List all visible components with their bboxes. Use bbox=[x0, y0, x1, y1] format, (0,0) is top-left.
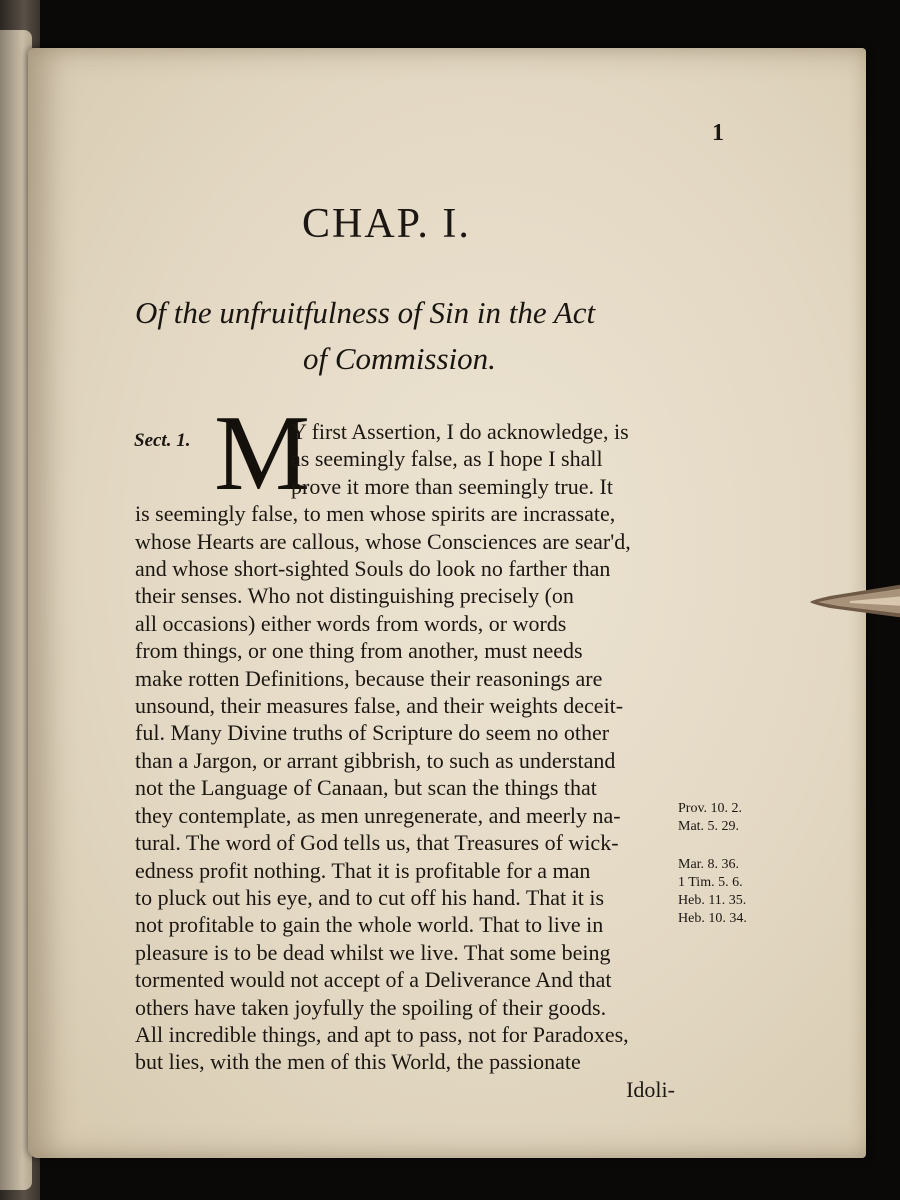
chapter-heading: CHAP. I. bbox=[302, 201, 471, 247]
text-line: their senses. Who not distinguishing precisely (on bbox=[135, 583, 574, 609]
pen-nib-icon bbox=[810, 578, 900, 622]
text-line: all occasions) either words from words, or words bbox=[135, 610, 567, 636]
text-line: prove it more than seemingly true. It bbox=[291, 473, 613, 499]
chapter-subtitle bbox=[135, 290, 695, 382]
margin-note: Heb. 11. 35. bbox=[678, 893, 747, 908]
text-line: from things, or one thing from another, must needs bbox=[135, 638, 583, 664]
text-line: than a Jargon, or arrant gibbrish, to such as understand bbox=[135, 747, 616, 773]
text-line: pleasure is to be dead whilst we live. That some being bbox=[135, 939, 611, 965]
text-line: tormented would not accept of a Deliverance And that bbox=[135, 967, 612, 993]
text-line: to pluck out his eye, and to cut off his hand. That it is bbox=[135, 884, 605, 910]
text-line: but lies, with the men of this World, the passionate bbox=[135, 1049, 581, 1075]
body-text bbox=[135, 418, 675, 1103]
margin-note: Heb. 10. 34. bbox=[678, 911, 747, 926]
subtitle-line-2: of Commission. bbox=[303, 341, 496, 376]
margin-note: Mar. 8. 36. bbox=[678, 857, 740, 872]
text-line: and whose short-sighted Souls do look no farther than bbox=[135, 556, 611, 582]
subtitle-line-1: Of the unfruitfulness of Sin in the Act bbox=[135, 295, 596, 330]
text-line: they contemplate, as men unregenerate, and meerly na- bbox=[135, 802, 621, 828]
drop-cap-initial: M bbox=[214, 394, 311, 513]
text-line: All incredible things, and apt to pass, not for Paradoxes, bbox=[135, 1021, 629, 1047]
margin-note: Mat. 5. 29. bbox=[678, 819, 740, 834]
margin-note: 1 Tim. 5. 6. bbox=[678, 875, 743, 890]
catchword: Idoli- bbox=[626, 1076, 675, 1102]
text-line: unsound, their measures false, and their weights deceit- bbox=[135, 693, 624, 719]
text-line: others have taken joyfully the spoiling of their goods. bbox=[135, 994, 607, 1020]
margin-note: Prov. 10. 2. bbox=[678, 801, 743, 816]
text-line: not profitable to gain the whole world. That to live in bbox=[135, 912, 604, 938]
text-line: as seemingly false, as I hope I shall bbox=[291, 446, 603, 472]
text-line: tural. The word of God tells us, that Treasures of wick- bbox=[135, 830, 619, 856]
text-line: Y first Assertion, I do acknowledge, is bbox=[291, 419, 629, 444]
margin-references bbox=[678, 800, 778, 928]
text-line: make rotten Definitions, because their reasonings are bbox=[135, 665, 603, 691]
text-line: not the Language of Canaan, but scan the things that bbox=[135, 775, 597, 801]
page-number: 1 bbox=[712, 120, 724, 146]
text-line: is seemingly false, to men whose spirits are incrassate, bbox=[135, 501, 616, 527]
text-line: ful. Many Divine truths of Scripture do seem no other bbox=[135, 720, 610, 746]
text-line: whose Hearts are callous, whose Consciences are sear'd, bbox=[135, 528, 631, 554]
section-label: Sect. 1. bbox=[134, 430, 191, 451]
text-line: edness profit nothing. That it is profitable for a man bbox=[135, 857, 591, 883]
